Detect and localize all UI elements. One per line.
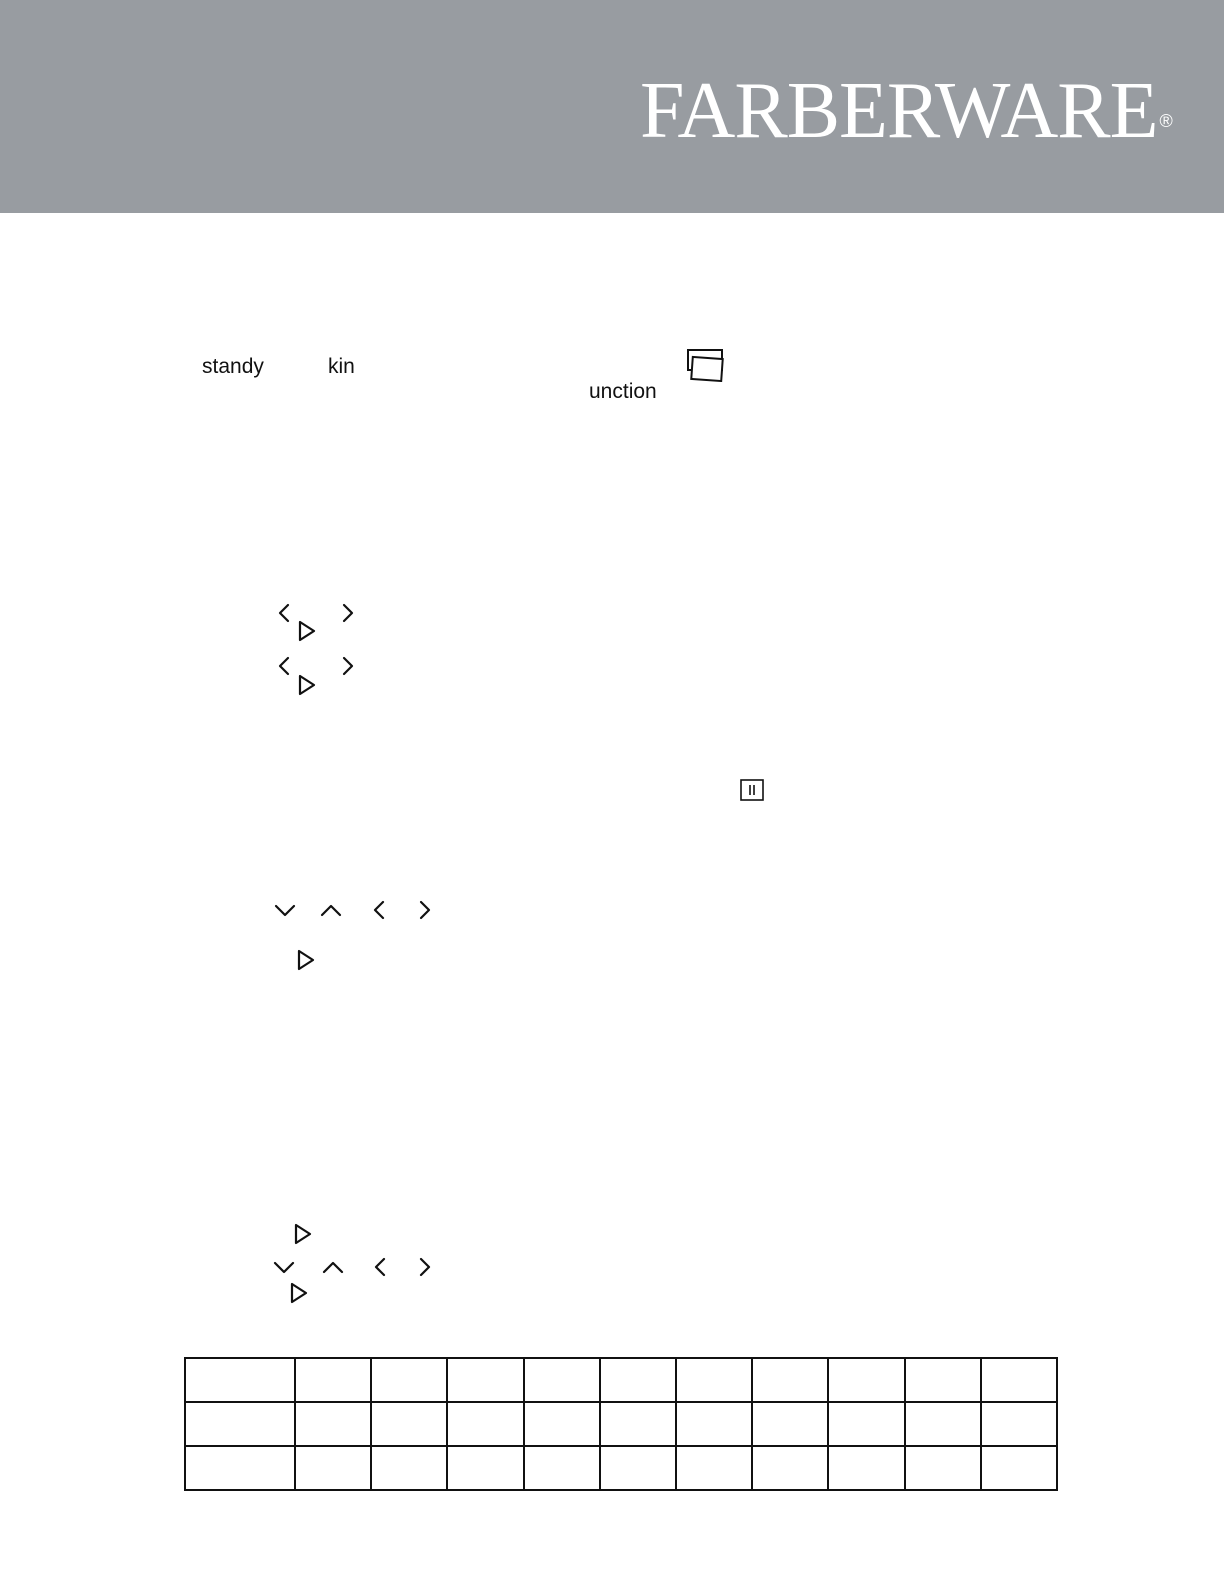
table-row: [185, 1402, 1057, 1446]
table-cell: [524, 1446, 600, 1490]
table-row: [185, 1446, 1057, 1490]
table-cell: [676, 1446, 752, 1490]
chevron-right-icon: [340, 603, 356, 623]
table-cell: [752, 1446, 828, 1490]
pause-icon: [740, 779, 764, 801]
table-cell: [828, 1446, 904, 1490]
table-cell: [828, 1402, 904, 1446]
table-cell: [371, 1446, 447, 1490]
settings-table: [184, 1357, 1058, 1491]
table-cell: [828, 1358, 904, 1402]
table-row: [185, 1358, 1057, 1402]
chevron-left-icon: [276, 656, 292, 676]
chevron-up-icon: [319, 902, 343, 918]
table-cell: [600, 1358, 676, 1402]
play-icon: [293, 1223, 313, 1245]
play-icon: [297, 674, 317, 696]
table-cell: [447, 1446, 523, 1490]
table-cell: [295, 1358, 371, 1402]
table-cell: [676, 1358, 752, 1402]
table-cell: [524, 1358, 600, 1402]
play-icon: [297, 620, 317, 642]
table-cell: [905, 1358, 981, 1402]
table-cell: [295, 1446, 371, 1490]
play-icon: [296, 949, 316, 971]
text-kin: kin: [328, 355, 355, 378]
table-cell: [524, 1402, 600, 1446]
chevron-right-icon: [417, 900, 433, 920]
page-header: [0, 0, 1224, 213]
text-standy: standy: [202, 355, 264, 378]
chevron-left-icon: [276, 603, 292, 623]
chevron-up-icon: [321, 1259, 345, 1275]
chevron-left-icon: [372, 1257, 388, 1277]
chevron-right-icon: [340, 656, 356, 676]
chevron-down-icon: [272, 1259, 296, 1275]
brand-name: FARBERWARE: [640, 67, 1158, 155]
table-cell: [447, 1402, 523, 1446]
brand-logo: [640, 66, 1172, 156]
table-cell: [185, 1446, 295, 1490]
table-cell: [905, 1446, 981, 1490]
table-cell: [981, 1402, 1057, 1446]
chevron-right-icon: [417, 1257, 433, 1277]
table-cell: [295, 1402, 371, 1446]
table-cell: [905, 1402, 981, 1446]
table-cell: [371, 1358, 447, 1402]
registered-mark: ®: [1159, 111, 1172, 131]
table-cell: [752, 1402, 828, 1446]
table-cell: [981, 1358, 1057, 1402]
table-cell: [600, 1446, 676, 1490]
table-cell: [185, 1402, 295, 1446]
table-cell: [600, 1402, 676, 1446]
table-cell: [371, 1402, 447, 1446]
text-unction: unction: [589, 380, 657, 403]
play-icon: [289, 1282, 309, 1304]
table-cell: [185, 1358, 295, 1402]
chevron-down-icon: [273, 902, 297, 918]
chevron-left-icon: [371, 900, 387, 920]
table-cell: [447, 1358, 523, 1402]
table-cell: [752, 1358, 828, 1402]
table-cell: [676, 1402, 752, 1446]
table-cell: [981, 1446, 1057, 1490]
function-windows-icon: [686, 348, 726, 382]
